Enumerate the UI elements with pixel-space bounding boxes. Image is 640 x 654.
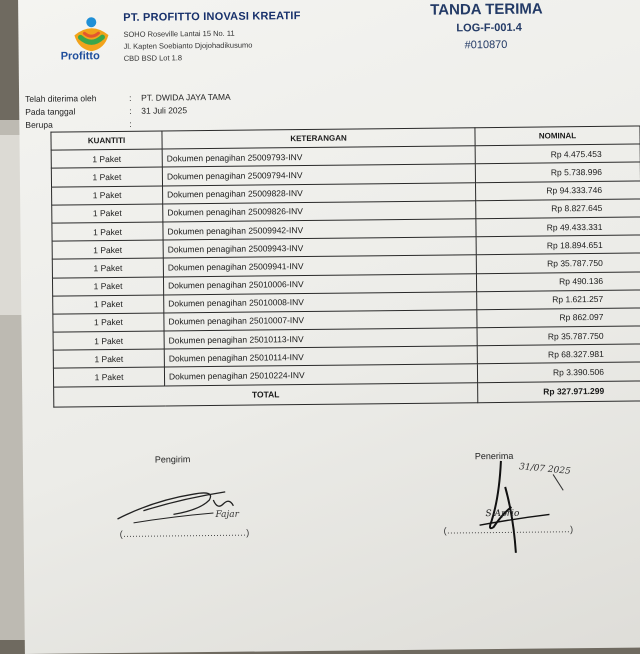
info-colon: : (129, 119, 141, 129)
cell-desc: Dokumen penagihan 25009794-INV (162, 164, 475, 185)
address-line-2: Jl. Kapten Soebianto Djojohadikusumo (124, 41, 253, 51)
document-title: TANDA TERIMA (430, 1, 543, 19)
cell-nominal: Rp 94.333.746 (475, 181, 640, 201)
cell-desc: Dokumen penagihan 25010008-INV (164, 291, 477, 312)
receiver-handwritten-name: S Aprio (485, 509, 519, 519)
cell-qty: 1 Paket (51, 167, 162, 186)
address-line-1: SOHO Roseville Lantai 15 No. 11 (123, 29, 234, 39)
cell-nominal: Rp 490.136 (476, 271, 640, 291)
cell-qty: 1 Paket (52, 204, 163, 223)
cell-nominal: Rp 8.827.645 (476, 199, 640, 219)
receiver-label: Penerima (475, 451, 514, 461)
cell-qty: 1 Paket (52, 186, 163, 205)
info-label: Telah diterima oleh (25, 93, 129, 104)
cell-qty: 1 Paket (51, 149, 162, 168)
sender-label: Pengirim (155, 454, 191, 464)
cell-desc: Dokumen penagihan 25009943-INV (163, 237, 476, 258)
cell-nominal: Rp 18.894.651 (476, 235, 640, 255)
cell-nominal: Rp 1.621.257 (477, 290, 640, 310)
cell-nominal: Rp 68.327.981 (477, 344, 640, 364)
cell-desc: Dokumen penagihan 25010006-INV (163, 273, 476, 294)
cell-qty: 1 Paket (52, 222, 163, 241)
info-value: PT. DWIDA JAYA TAMA (141, 92, 231, 103)
cell-desc: Dokumen penagihan 25009826-INV (163, 200, 476, 221)
cell-nominal: Rp 5.738.996 (475, 162, 640, 182)
cell-nominal: Rp 862.097 (477, 308, 640, 328)
company-name: PT. PROFITTO INOVASI KREATIF (123, 10, 300, 24)
info-label: Pada tanggal (25, 106, 129, 117)
document-code: LOG-F-001.4 (456, 22, 522, 35)
cell-qty: 1 Paket (53, 313, 164, 332)
document-number: #010870 (464, 39, 507, 51)
cell-qty: 1 Paket (53, 295, 164, 314)
cell-qty: 1 Paket (53, 367, 164, 386)
cell-nominal: Rp 49.433.331 (476, 217, 640, 237)
total-label: TOTAL (54, 382, 478, 406)
sender-dotted-line: (.........................................) (120, 528, 250, 539)
cell-nominal: Rp 35.787.750 (477, 326, 640, 346)
cell-desc: Dokumen penagihan 25009941-INV (163, 255, 476, 276)
cell-qty: 1 Paket (52, 258, 163, 277)
cell-desc: Dokumen penagihan 25009828-INV (163, 182, 476, 203)
info-label: Berupa (25, 119, 129, 130)
receiver-handwritten-date: 31/07 2025 (519, 462, 571, 477)
info-row-contents (25, 119, 141, 130)
header-qty: KUANTITI (51, 131, 162, 150)
sender-signature (113, 479, 263, 529)
cell-nominal: Rp 3.390.506 (477, 362, 640, 382)
cell-qty: 1 Paket (53, 331, 164, 350)
cell-desc: Dokumen penagihan 25009793-INV (162, 146, 475, 167)
cell-desc: Dokumen penagihan 25010224-INV (164, 364, 477, 385)
cell-qty: 1 Paket (53, 349, 164, 368)
cell-desc: Dokumen penagihan 25010007-INV (164, 310, 477, 331)
items-table (50, 125, 640, 407)
receiver-dotted-line: (.........................................) (444, 524, 574, 535)
cell-qty: 1 Paket (52, 240, 163, 259)
cell-desc: Dokumen penagihan 25009942-INV (163, 219, 476, 240)
address-line-3: CBD BSD Lot 1.8 (124, 53, 182, 63)
cell-nominal: Rp 35.787.750 (476, 253, 640, 273)
logo-wordmark: Profitto (61, 50, 100, 62)
info-row-received-by (25, 92, 231, 104)
receipt-document (18, 0, 640, 654)
info-colon: : (129, 93, 141, 103)
info-colon: : (129, 106, 141, 116)
info-row-date (25, 105, 187, 117)
cell-qty: 1 Paket (52, 276, 163, 295)
total-value: Rp 327.971.299 (478, 381, 640, 403)
header-nominal: NOMINAL (475, 126, 640, 146)
sender-handwritten-name: Fajar (215, 510, 239, 520)
cell-desc: Dokumen penagihan 25010113-INV (164, 328, 477, 349)
info-value: 31 Juli 2025 (141, 105, 187, 115)
cell-desc: Dokumen penagihan 25010114-INV (164, 346, 477, 367)
cell-nominal: Rp 4.475.453 (475, 144, 640, 164)
header-desc: KETERANGAN (162, 128, 475, 149)
